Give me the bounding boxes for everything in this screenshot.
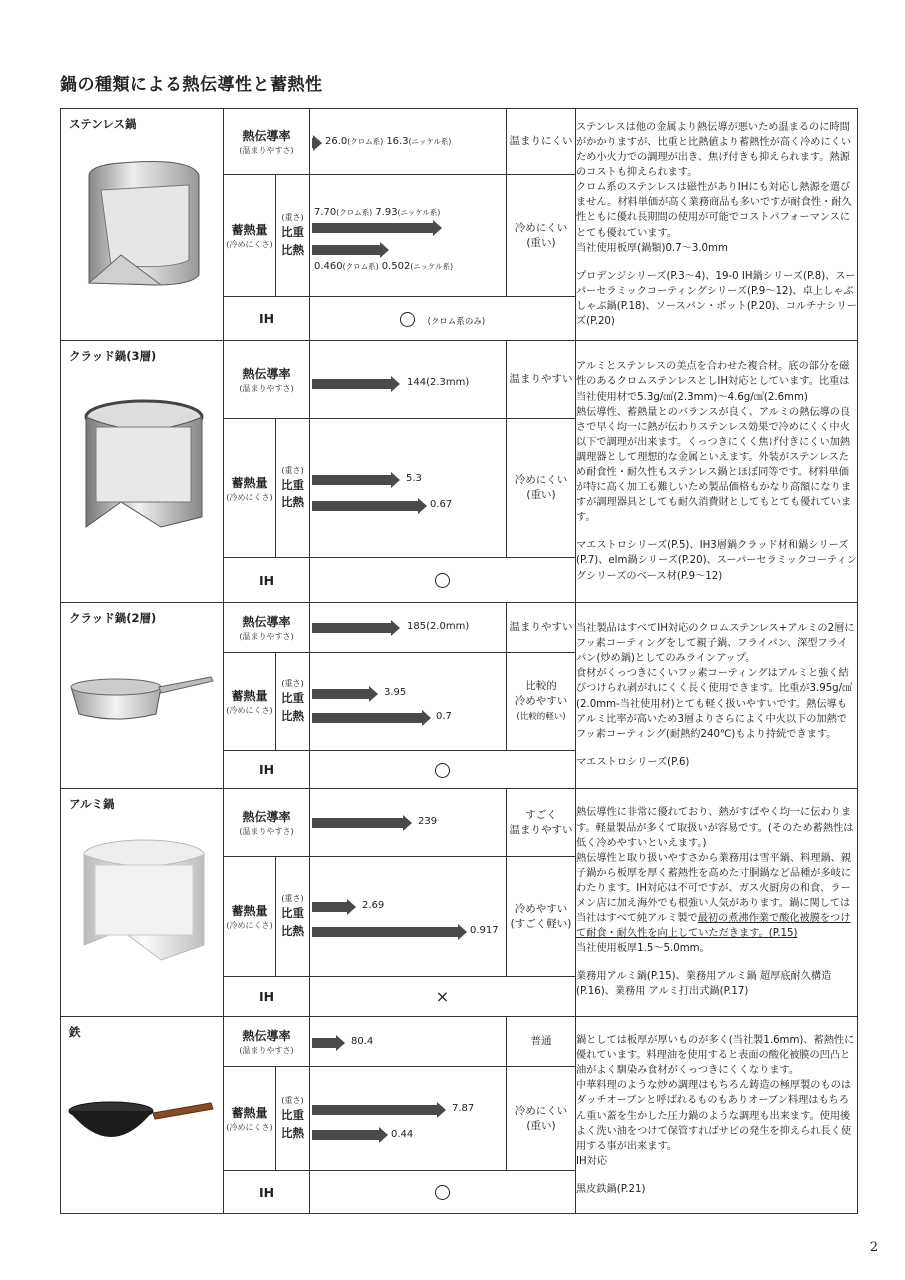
bar-cell (310, 341, 507, 419)
material-name: ステンレス鍋 (69, 117, 137, 131)
description-cell: 熱伝導性に非常に優れており、熱がすばやく均一に伝わります。軽量製品が多くて取扱いが容易です。(そのため蓄熱性は低く冷めやすいといえます。) 熱伝導性と取り扱いやすさから業務用は雪平鍋、料理鍋、親子鍋から板厚を厚く蓄熱性を高めた寸胴鍋など品種が多岐にわたります。IH対応は不可ですが、ガス火厨房の和食、ラーメン店に加え海外でも根強い人気があります。鍋に関しては当社はすべて純アルミ製で最初の煮沸作業で酸化被膜をつけて耐食・耐久性を向上していただきます。(P.15) 当社使用板厚1.5〜5.0mm。 業務用アルミ鍋(P.15)、業務用アルミ鍋 超厚底耐久構造(P.16)、業務用 アルミ打出式鍋(P.17) (576, 789, 858, 1017)
storage-note: 冷めにくい (重い) (507, 419, 576, 558)
material-name: アルミ鍋 (69, 797, 115, 811)
specific-heat-value: 0.917 (470, 925, 499, 936)
ih-value-cell (310, 751, 576, 789)
storage-label-cell: 蓄熱量 (冷めにくさ) (224, 175, 276, 297)
clad-3-layer-pot-image (61, 367, 224, 547)
specific-gravity-bar (312, 1105, 446, 1115)
storage-note: 冷めやすい (すごく軽い) (507, 857, 576, 977)
circle-icon (435, 763, 450, 778)
conductivity-note: 温まりにくい (507, 109, 576, 175)
bar-cell (310, 857, 507, 977)
conductivity-note: すごく 温まりやすい (507, 789, 576, 857)
conductivity-note: 温まりやすい (507, 603, 576, 653)
ih-label: IH (224, 1171, 310, 1214)
conductivity-value: 80.4 (351, 1036, 374, 1047)
specific-gravity-value: 2.69 (362, 900, 385, 911)
circle-icon (435, 573, 450, 588)
material-name: クラッド鍋(2層) (69, 611, 157, 625)
comparison-table (60, 108, 858, 1214)
material-cell (61, 789, 224, 1017)
conductivity-note: 温まりやすい (507, 341, 576, 419)
cross-icon: × (435, 987, 450, 1006)
material-cell (61, 109, 224, 341)
specific-heat-value: 0.460(クロム系) 0.502(ニッケル系) (314, 261, 454, 272)
conductivity-bar (312, 138, 322, 148)
conductivity-label-cell: 熱伝導率 (温まりやすさ) (224, 1017, 310, 1067)
material-cell (61, 603, 224, 789)
conductivity-label-cell: 熱伝導率 (温まりやすさ) (224, 603, 310, 653)
conductivity-value: 239 (418, 816, 438, 827)
specific-heat-value: 0.7 (436, 711, 452, 722)
sub-label-cell: (重さ) 比重 比熱 (276, 1067, 310, 1171)
specific-gravity-bar (312, 902, 356, 912)
page-number: 2 (869, 1240, 878, 1255)
conductivity-label-cell: 熱伝導率 (温まりやすさ) (224, 109, 310, 175)
ih-label: IH (224, 977, 310, 1017)
description-cell: 鍋としては板厚が厚いものが多く(当社製1.6mm)、蓄熱性に優れています。料理油を使用すると表面の酸化被膜の凹凸と油がよく馴染み食材がくっつきにくくなります。 中華料理のような炒め調理はもちろん鋳造の極厚製のものはダッチオーブンと呼ばれるものもありオーブン料理はもちろん重い蓋を生かした圧力鍋のような調理も出来ます。使用後よく洗い油をつけて保管すればサビの発生を抑えられ長く使用する事が出来ます。 IH対応 黒皮鉄鍋(P.21) (576, 1017, 858, 1214)
description-cell: 当社製品はすべてIH対応のクロムステンレス+アルミの2層にフッ素コーティングをして親子鍋、フライパン、深型フライパン(炒め鍋)としてのみラインアップ。 食材がくっつきにくいフッ素コーティングはアルミと強く結びつけられ剥がれにくく長く使用できます。比重が3.95g/㎤(2.0mm-当社使用材)とても軽く扱いやすいです。熱伝導もアルミ比率が高いため3層よりさらによく中火以下の加熱でフッ素コーティング(耐熱約240℃)もより持続できます。 マエストロシリーズ(P.6) (576, 603, 858, 789)
specific-gravity-bar (312, 475, 400, 485)
sub-label-cell: (重さ) 比重 比熱 (276, 175, 310, 297)
conductivity-bar (312, 818, 412, 828)
bar-cell (310, 109, 507, 175)
conductivity-bar (312, 379, 400, 389)
bar-cell (310, 603, 507, 653)
specific-heat-bar (312, 927, 467, 937)
circle-icon (400, 312, 415, 327)
specific-gravity-value: 5.3 (406, 473, 422, 484)
conductivity-value: 185(2.0mm) (407, 621, 470, 632)
storage-label-cell: 蓄熱量 (冷めにくさ) (224, 653, 276, 751)
ih-value-cell (310, 1171, 576, 1214)
ih-value-cell (310, 558, 576, 603)
bar-cell (310, 653, 507, 751)
aluminum-pot-image (61, 815, 224, 995)
specific-heat-bar (312, 245, 389, 255)
sub-label-cell: (重さ) 比重 比熱 (276, 653, 310, 751)
description-cell: ステンレスは他の金属より熱伝導が悪いため温まるのに時間がかかりますが、比重と比熱値より蓄熱性が高く冷めにくいため小火力での調理が出き、焦げ付きも抑えられます。熱源のコストも抑えられます。 クロム系のステンレスは磁性がありIHにも対応し熱源を選びません。材料単価が高く業務商品も多いですが耐食性・耐久性ともに優れ長期間の使用が可能でコストパフォーマンスにとても優れています。 当社使用板厚(鍋類)0.7〜3.0mm プロデンジシリーズ(P.3〜4)、19-0 IH鍋シリーズ(P.8)、スーパーセラミックコーティングシリーズ(P.9〜12)、卓上しゃぶしゃぶ鍋(P.18)、ソースパン・ポット(P.20)、コルチナシリーズ(P.20) (576, 109, 858, 341)
specific-heat-bar (312, 501, 427, 511)
ih-label: IH (224, 751, 310, 789)
specific-gravity-value: 3.95 (384, 687, 407, 698)
storage-note: 冷めにくい (重い) (507, 1067, 576, 1171)
specific-gravity-value: 7.70(クロム系) 7.93(ニッケル系) (314, 207, 441, 218)
specific-gravity-value: 7.87 (452, 1103, 475, 1114)
specific-heat-value: 0.44 (391, 1129, 414, 1140)
bar-cell (310, 1067, 507, 1171)
bar-cell (310, 789, 507, 857)
sub-label-cell: (重さ) 比重 比熱 (276, 857, 310, 977)
ih-label: IH (224, 558, 310, 603)
specific-gravity-bar (312, 223, 442, 233)
conductivity-label-cell: 熱伝導率 (温まりやすさ) (224, 789, 310, 857)
conductivity-note: 普通 (507, 1017, 576, 1067)
description-cell: アルミとステンレスの美点を合わせた複合材。底の部分を磁性のあるクロムステンレスとしIH対応としています。比重は当社使用材で5.3g/㎤(2.3mm)〜4.6g/㎤(2.6mm) 熱伝導性、蓄熱量とのバランスが良く、アルミの熱伝導の良さで早く均一に熱が伝わりステンレス効果で冷めにくく中火以下で調理が出来ます。くっつきにくく焦げ付きにくい加熱調理器として理想的な金属といえます。外装がステンレスため耐食性・耐久性もステンレス鍋とほぼ同等です。材料単価が特に高く加工も難しいため製品価格もかなり高額になりますが調理器具としても耐久消費財としてもとても優れています。 マエストロシリーズ(P.5)、IH3層鍋クラッド材和鍋シリーズ(P.7)、elm鍋シリーズ(P.20)、スーパーセラミックコーティングシリーズのベース材(P.9〜12) (576, 341, 858, 603)
page-title: 鍋の種類による熱伝導性と蓄熱性 (60, 75, 323, 95)
frying-pan-image (61, 629, 224, 779)
conductivity-value: 26.0(クロム系) 16.3(ニッケル系) (325, 136, 452, 147)
ih-label: IH (224, 297, 310, 341)
conductivity-bar (312, 623, 400, 633)
specific-heat-bar (312, 713, 431, 723)
specific-heat-bar (312, 1130, 388, 1140)
conductivity-bar (312, 1038, 345, 1048)
storage-label-cell: 蓄熱量 (冷めにくさ) (224, 1067, 276, 1171)
material-name: クラッド鍋(3層) (69, 349, 157, 363)
conductivity-label-cell: 熱伝導率 (温まりやすさ) (224, 341, 310, 419)
material-cell (61, 1017, 224, 1214)
specific-heat-value: 0.67 (430, 499, 453, 510)
sub-label-cell: (重さ) 比重 比熱 (276, 419, 310, 558)
bar-cell (310, 419, 507, 558)
storage-label-cell: 蓄熱量 (冷めにくさ) (224, 857, 276, 977)
material-cell (61, 341, 224, 603)
material-name: 鉄 (69, 1025, 81, 1039)
bar-cell (310, 175, 507, 297)
storage-label-cell: 蓄熱量 (冷めにくさ) (224, 419, 276, 558)
iron-wok-image (61, 1043, 224, 1213)
bar-cell (310, 1017, 507, 1067)
storage-note: 比較的 冷めやすい (比較的軽い) (507, 653, 576, 751)
ih-value-cell: (クロム系のみ) (310, 297, 576, 341)
stainless-pot-image (61, 135, 224, 315)
conductivity-value: 144(2.3mm) (407, 377, 470, 388)
specific-gravity-bar (312, 689, 378, 699)
circle-icon (435, 1185, 450, 1200)
ih-value-cell (310, 977, 576, 1017)
storage-note: 冷めにくい (重い) (507, 175, 576, 297)
